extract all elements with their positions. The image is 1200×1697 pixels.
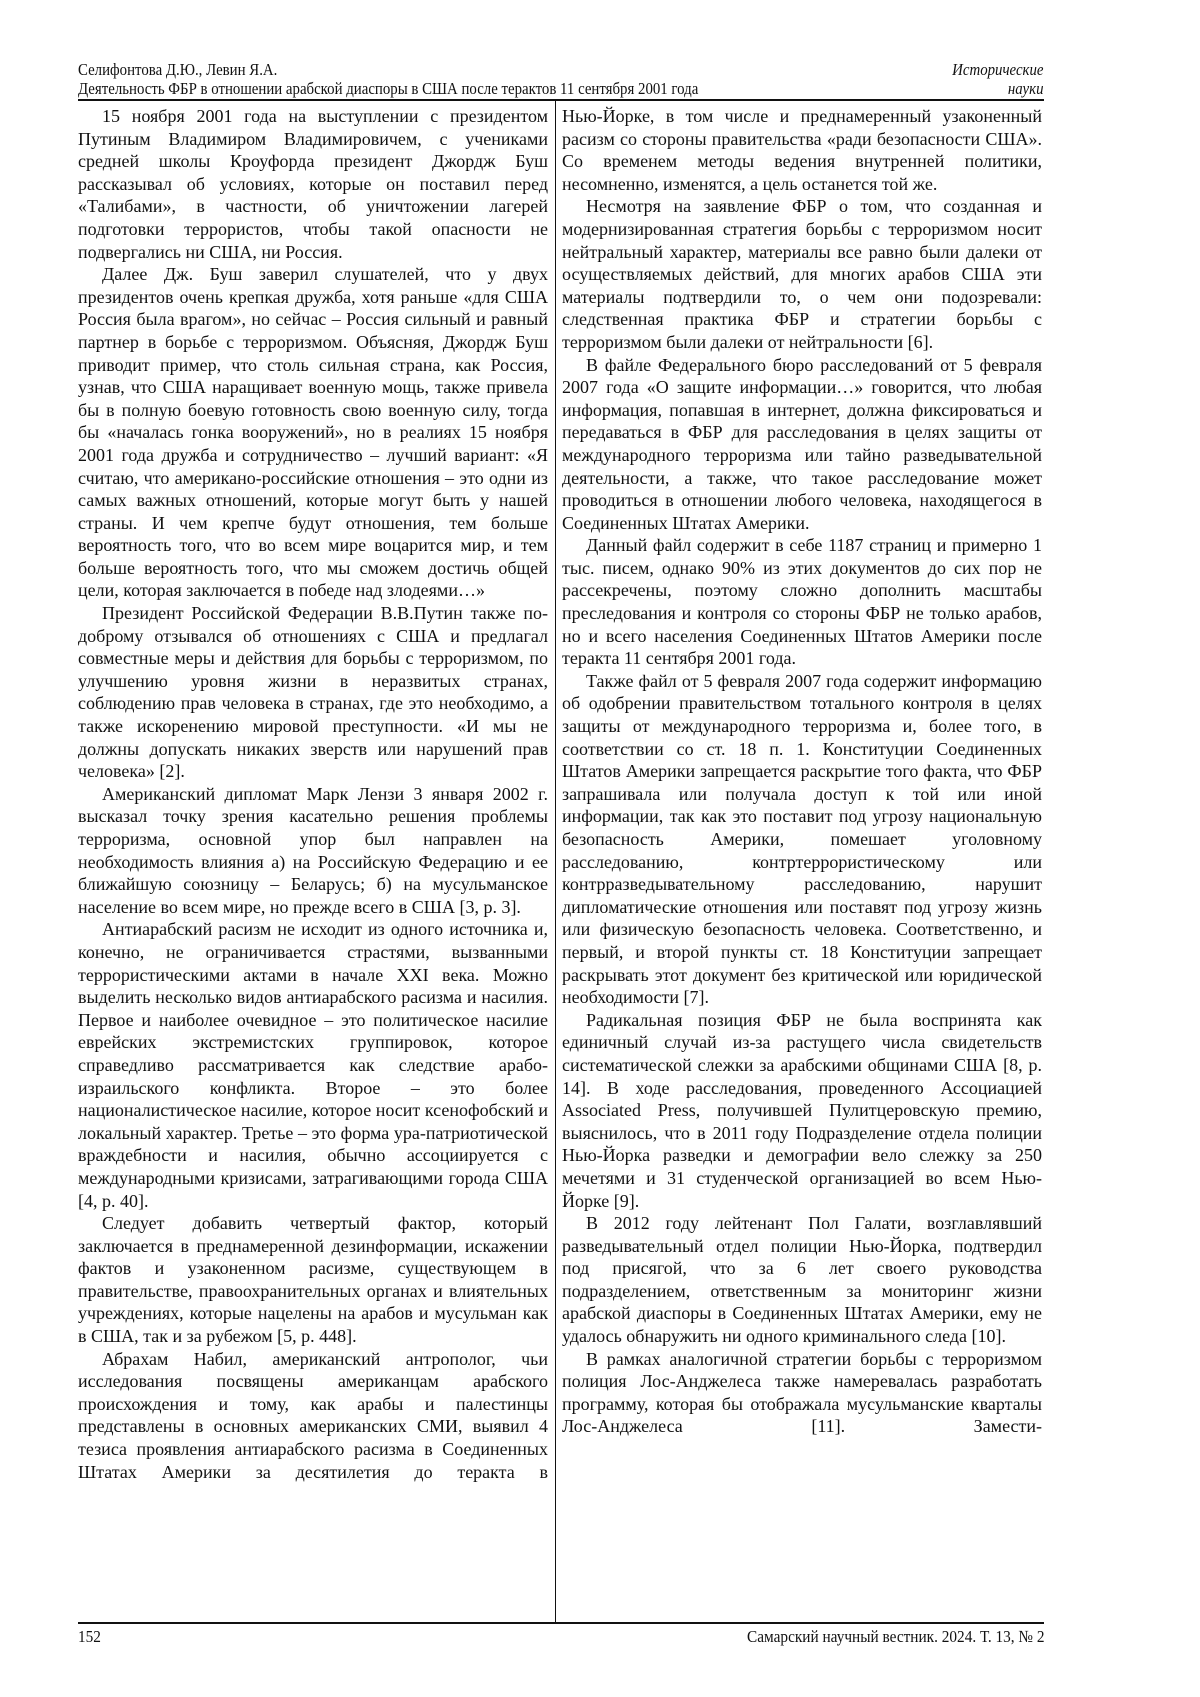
paragraph: 15 ноября 2001 года на выступлении с президентом Путиным Владимиром Владимировичем, с учениками средней школы Кроуфорда президент Джордж Буш рассказывал об условиях, которые он поставил перед «Талибами», в частности, об уничтожении лагерей подготовки террористов, чтобы такой опасности не подвергались ни США, ни Россия. — [78, 105, 548, 263]
paragraph: В рамках аналогичной стратегии борьбы с терроризмом полиция Лос-Анджелеса также намеревалась разработать программу, которая бы отображала мусульманские кварталы Лос-Анджелеса [11]. Замести- — [562, 1348, 1042, 1438]
footer-rule — [78, 1622, 1044, 1624]
page-number: 152 — [78, 1627, 101, 1647]
header-authors: Селифонтова Д.Ю., Левин Я.А. — [78, 60, 698, 79]
paragraph: Антиарабский расизм не исходит из одного источника и, конечно, не ограничивается страстями, вызванными террористическими актами в начале XXI века. Можно выделить несколько видов антиарабского расизма и насилия. Первое и наиболее очевидное – это политическое насилие еврейских экстремистских группировок, которое справедливо рассматривается как следствие арабо-израильского конфликта. Второе – это более националистическое насилие, которое носит ксенофобский и локальный характер. Третье – это форма ура-патриотической враждебности и насилия, обычно ассоциируется с международными кризисами, затрагивающими города США [4, p. 40]. — [78, 918, 548, 1212]
header-left — [78, 60, 698, 98]
journal-citation: Самарский научный вестник. 2024. Т. 13, № 2 — [747, 1627, 1044, 1647]
paragraph: Радикальная позиция ФБР не была воспринята как единичный случай из-за растущего числа свидетельств систематической слежки за арабскими общинами США [8, p. 14]. В ходе расследования, проведенного Ассоциацией Associated Press, получившей Пулитцеровскую премию, выяснилось, что в 2011 году Подразделение отдела полиции Нью-Йорка разведки и демографии вело слежку за 250 мечетями и 31 студенческой организацией во всем Нью-Йорке [9]. — [562, 1009, 1042, 1212]
header-section-line2: науки — [952, 79, 1043, 98]
column-divider — [555, 100, 556, 1622]
paragraph: Также файл от 5 февраля 2007 года содержит информацию об одобрении правительством тотального контроля в целях защиты от международного терроризма и, более того, в соответствии со ст. 18 п. 1. Конституции Соединенных Штатов Америки запрещается раскрытие того факта, что ФБР запрашивала или получала доступ к той или иной информации, так как это поставит под угрозу национальную безопасность Америки, помешает уголовному расследованию, контртеррористическому или контрразведывательному расследованию, нарушит дипломатические отношения или поставят под угрозу жизнь или физическую безопасность человека. Соответственно, и первый, и второй пункты ст. 18 Конституции запрещает раскрывать этот документ без критической или юридической необходимости [7]. — [562, 670, 1042, 1009]
paragraph: Данный файл содержит в себе 1187 страниц и примерно 1 тыс. писем, однако 90% из этих документов до сих пор не рассекречены, поэтому сложно дополнить масштабы преследования и контроля со стороны ФБР не только арабов, но и всего населения Соединенных Штатов Америки после теракта 11 сентября 2001 года. — [562, 534, 1042, 670]
header-section — [952, 60, 1043, 98]
paragraph: Абрахам Набил, американский антрополог, чьи исследования посвящены американцам арабского происхождения и тому, как арабы и палестинцы представлены в основных американских СМИ, выявил 4 тезиса проявления антиарабского расизма в Соединенных Штатах Америки за десятилетия до теракта в — [78, 1348, 548, 1484]
header-section-line1: Исторические — [952, 60, 1043, 79]
paragraph: Президент Российской Федерации В.В.Путин также по-доброму отзывался об отношениях с США и предлагал совместные меры и действия для борьбы с терроризмом, по улучшению уровня жизни в неразвитых странах, соблюдению прав человека в странах, где это необходимо, а также искоренению мировой преступности. «И мы не должны допускать никаких зверств или нарушений прав человека» [2]. — [78, 602, 548, 783]
paragraph: В файле Федерального бюро расследований от 5 февраля 2007 года «О защите информации…» говорится, что любая информация, попавшая в интернет, должна фиксироваться и передаваться в ФБР для расследования в целях защиты от международного терроризма или тайно разведывательной деятельности, а также, что такое расследование может проводиться в отношении любого человека, находящегося в Соединенных Штатах Америки. — [562, 354, 1042, 535]
right-column — [562, 105, 1042, 1438]
paragraph: В 2012 году лейтенант Пол Галати, возглавлявший разведывательный отдел полиции Нью-Йорка, подтвердил под присягой, что за 6 лет своего руководства подразделением, ответственным за мониторинг жизни арабской диаспоры в Соединенных Штатах Америки, ему не удалось обнаружить ни одного криминального следа [10]. — [562, 1212, 1042, 1348]
paragraph: Американский дипломат Марк Лензи 3 января 2002 г. высказал точку зрения касательно решения проблемы терроризма, основной упор был направлен на необходимость влияния а) на Российскую Федерацию и ее ближайшую союзницу – Беларусь; б) на мусульманское население во всем мире, но прежде всего в США [3, p. 3]. — [78, 783, 548, 919]
header-article-title: Деятельность ФБР в отношении арабской диаспоры в США после терактов 11 сентября 2001 года — [78, 79, 698, 98]
paragraph: Далее Дж. Буш заверил слушателей, что у двух президентов очень крепкая дружба, хотя раньше «для США Россия была врагом», но сейчас – Россия сильный и равный партнер в борьбе с терроризмом. Объясняя, Джордж Буш приводит пример, что столь сильная страна, как Россия, узнав, что США наращивает военную мощь, также привела бы в полную боевую готовность свою военную силу, тогда бы «началась гонка вооружений», но в реалиях 15 ноября 2001 года дружба и сотрудничество – лучший вариант: «Я считаю, что американо-российские отношения – это одни из самых важных отношений, которые могут быть у нашей страны. И чем крепче будут отношения, тем больше вероятность того, что во всем мире воцарится мир, и тем больше вероятность того, что мы сможем достичь общей цели, которая заключается в победе над злодеями…» — [78, 263, 548, 602]
left-column — [78, 105, 548, 1483]
paragraph-continued: Нью-Йорке, в том числе и преднамеренный узаконенный расизм со стороны правительства «ради безопасности США». Со временем методы ведения внутренней политики, несомненно, изменятся, а цель останется той же. — [562, 105, 1042, 195]
header-rule — [78, 99, 1044, 101]
paragraph: Несмотря на заявление ФБР о том, что созданная и модернизированная стратегия борьбы с терроризмом носит нейтральный характер, материалы все равно были далеки от осуществляемых действий, для многих арабов США эти материалы подтвердили то, о чем они подозревали: следственная практика ФБР и стратегии борьбы с терроризмом были далеки от нейтральности [6]. — [562, 195, 1042, 353]
paragraph: Следует добавить четвертый фактор, который заключается в преднамеренной дезинформации, искажении фактов и узаконенном расизме, существующем в правительстве, правоохранительных органах и влиятельных учреждениях, которые нацелены на арабов и мусульман как в США, так и за рубежом [5, p. 448]. — [78, 1212, 548, 1348]
